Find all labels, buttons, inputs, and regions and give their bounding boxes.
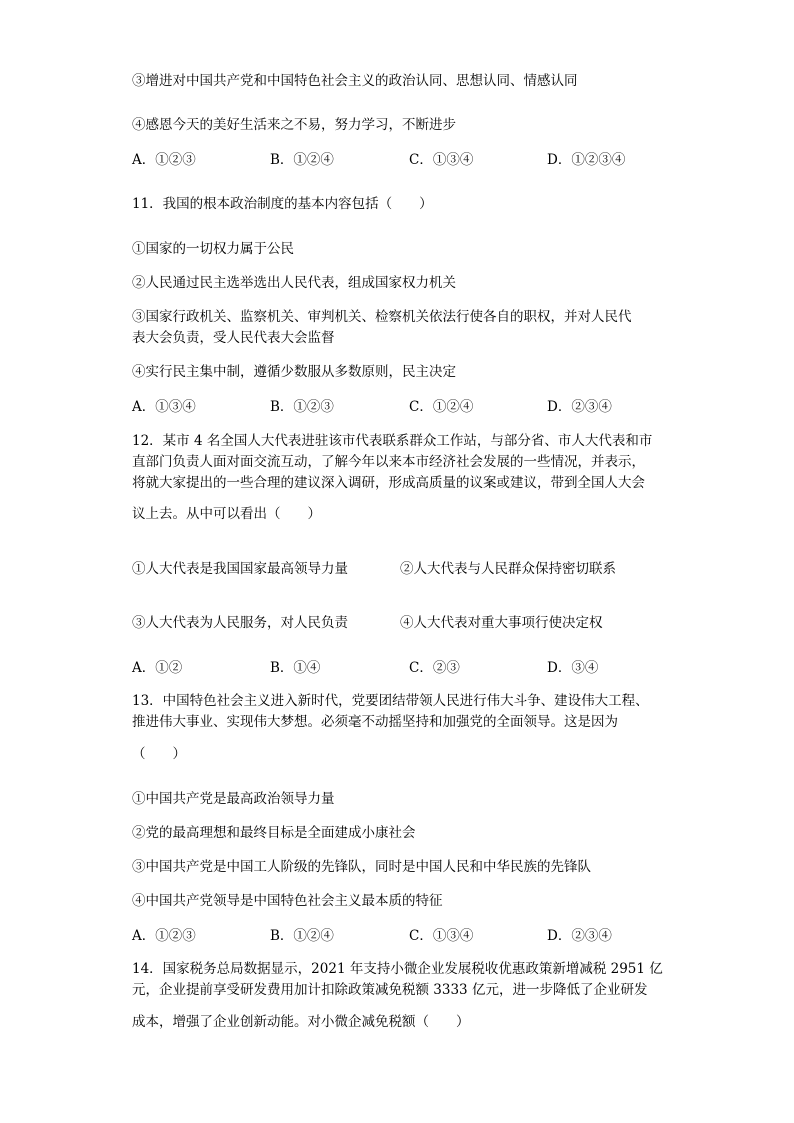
q11-stem: 11．我国的根本政治制度的基本内容包括（ ） xyxy=(132,196,433,212)
q11-item-2: ②人民通过民主选举选出人民代表，组成国家权力机关 xyxy=(132,275,456,291)
q12-option-a: A．①② xyxy=(132,660,183,676)
q12-item-3: ③人大代表为人民服务，对人民负责 xyxy=(132,615,348,631)
q11-item-3-line-1: ③国家行政机关、监察机关、审判机关、检察机关依法行使各自的职权，并对人民代 xyxy=(132,309,632,325)
q12-stem-line-2: 直部门负责人面对面交流互动，了解今年以来本市经济社会发展的一些情况，并表示， xyxy=(132,454,645,470)
q12-item-4: ④人大代表对重大事项行使决定权 xyxy=(400,615,603,631)
q13-stem-line-1: 13．中国特色社会主义进入新时代，党要团结带领人民进行伟大斗争、建设伟大工程、 xyxy=(132,693,649,709)
q13-item-3: ③中国共产党是中国工人阶级的先锋队，同时是中国人民和中华民族的先锋队 xyxy=(132,859,591,875)
q12-option-b: B．①④ xyxy=(270,660,321,676)
q13-item-2: ②党的最高理想和最终目标是全面建成小康社会 xyxy=(132,825,416,841)
q12-option-c: C．②③ xyxy=(409,660,460,676)
q11-option-b: B．①②③ xyxy=(270,399,334,415)
q11-item-1: ①国家的一切权力属于公民 xyxy=(132,241,294,257)
q12-option-d: D．③④ xyxy=(547,660,599,676)
q10-item-3: ③增进对中国共产党和中国特色社会主义的政治认同、思想认同、情感认同 xyxy=(132,73,578,89)
q13-option-c: C．①③④ xyxy=(409,928,474,944)
q11-option-d: D．②③④ xyxy=(547,399,612,415)
q10-item-4: ④感恩今天的美好生活来之不易，努力学习，不断进步 xyxy=(132,117,456,133)
q12-stem-line-3: 将就大家提出的一些合理的建议深入调研，形成高质量的议案或建议，带到全国人大会 xyxy=(132,475,645,491)
q13-option-b: B．①②④ xyxy=(270,928,334,944)
q14-stem-line-2: 元，企业提前享受研发费用加计扣除政策减免税额 3333 亿元，进一步降低了企业研发 xyxy=(132,982,648,998)
q11-item-3-line-2: 表大会负责，受人民代表大会监督 xyxy=(132,330,335,346)
q14-stem-line-1: 14．国家税务总局数据显示，2021 年支持小微企业发展税收优惠政策新增减税 2951 亿 xyxy=(132,961,663,977)
q10-option-d: D．①②③④ xyxy=(547,152,626,168)
q13-option-a: A．①②③ xyxy=(132,928,196,944)
q11-option-c: C．①②④ xyxy=(409,399,474,415)
q12-stem-line-1: 12．某市 4 名全国人大代表进驻该市代表联系群众工作站，与部分省、市人大代表和市 xyxy=(132,433,653,449)
q14-stem-line-3: 成本，增强了企业创新动能。对小微企减免税额（ ） xyxy=(132,1014,470,1030)
q11-item-4: ④实行民主集中制，遵循少数服从多数原则，民主决定 xyxy=(132,364,456,380)
q10-option-a: A．①②③ xyxy=(132,152,196,168)
q10-option-b: B．①②④ xyxy=(270,152,334,168)
q13-stem-line-2: 推进伟大事业、实现伟大梦想。必须毫不动摇坚持和加强党的全面领导。这是因为 xyxy=(132,714,618,730)
q13-item-1: ①中国共产党是最高政治领导力量 xyxy=(132,791,335,807)
q13-option-d: D．②③④ xyxy=(547,928,612,944)
q12-item-1: ①人大代表是我国国家最高领导力量 xyxy=(132,561,348,577)
q13-stem-line-3: （ ） xyxy=(132,746,186,762)
q10-option-c: C．①③④ xyxy=(409,152,474,168)
q11-option-a: A．①③④ xyxy=(132,399,196,415)
q12-item-2: ②人大代表与人民群众保持密切联系 xyxy=(400,561,616,577)
q13-item-4: ④中国共产党领导是中国特色社会主义最本质的特征 xyxy=(132,893,443,909)
q12-stem-line-4: 议上去。从中可以看出（ ） xyxy=(132,506,321,522)
